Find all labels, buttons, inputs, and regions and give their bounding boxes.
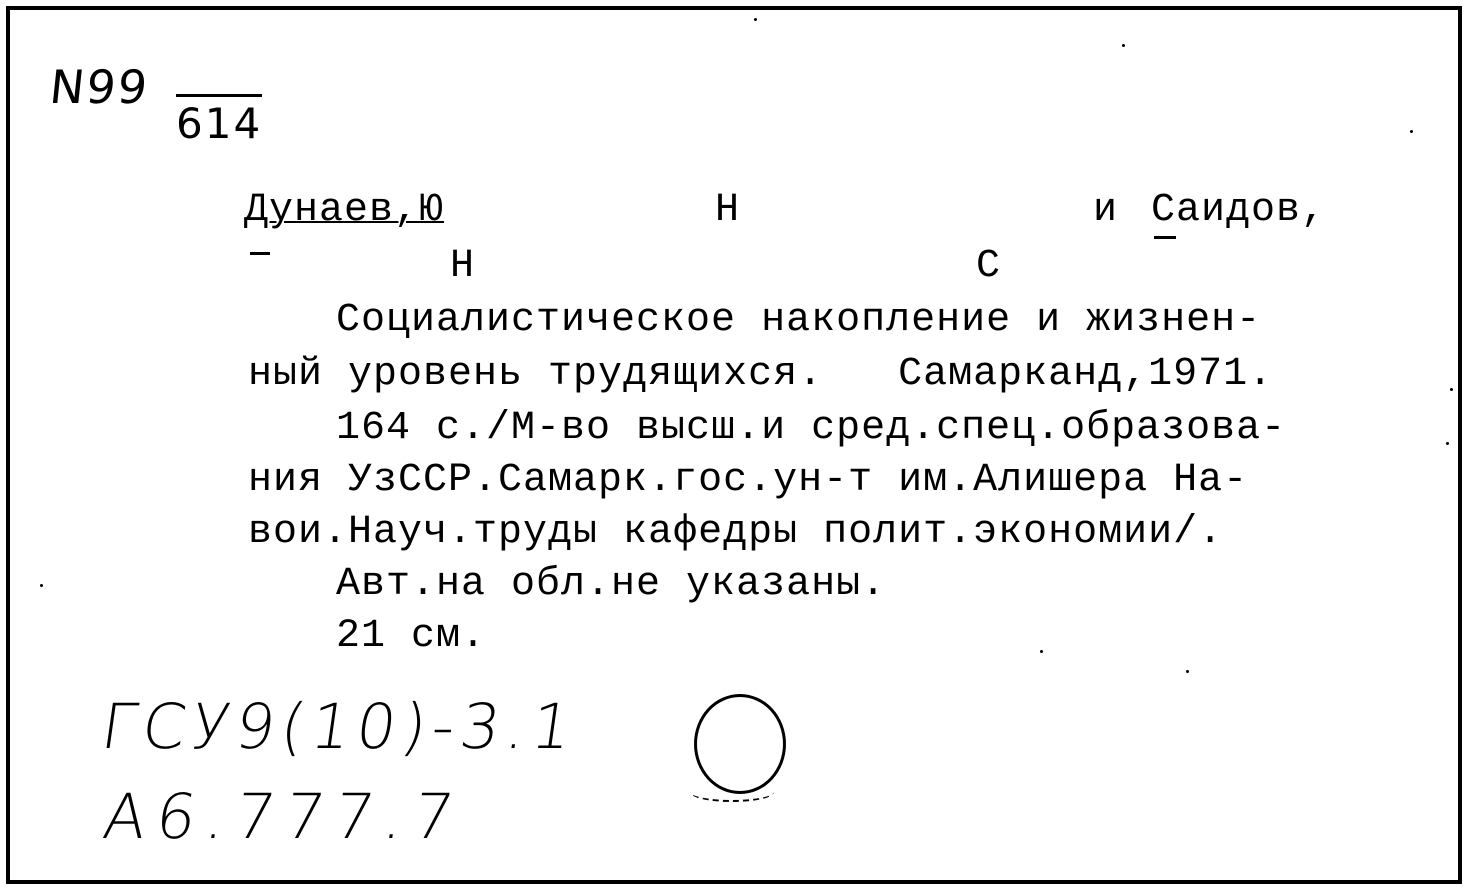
punch-hole-shadow — [690, 782, 774, 802]
author1-surname: Дунаев,Ю — [244, 188, 445, 233]
speck — [40, 584, 43, 587]
classification-code: ГСУ9(10)-3.1 — [96, 690, 583, 763]
author1-initial-under: Н — [450, 244, 476, 289]
call-number-prefix: N99 — [47, 60, 152, 114]
speck — [1446, 442, 1449, 445]
description-line: ния УзССР.Самарк.гос.ун-т им.Алишера На- — [248, 458, 1249, 503]
speck — [1040, 650, 1043, 653]
underline-mark — [1154, 236, 1176, 239]
author2-surname: Саидов, — [1151, 188, 1327, 233]
speck — [1186, 670, 1189, 673]
description-line: Авт.на обл.не указаны. — [336, 562, 887, 607]
description-line: 164 с./М-во высш.и сред.спец.образова- — [336, 406, 1287, 451]
speck — [1450, 388, 1453, 391]
call-number-fraction: 614 — [176, 94, 262, 148]
description-line: Социалистическое накопление и жизнен- — [336, 298, 1262, 343]
catalog-card — [6, 6, 1462, 884]
shelf-mark: А6.777.7 — [98, 780, 469, 853]
speck — [1122, 44, 1125, 47]
author2-initial-under: С — [976, 244, 1002, 289]
underline-mark — [250, 252, 270, 255]
author1-initial2: Н — [715, 188, 741, 233]
description-line: ный уровень трудящихся. Самарканд,1971. — [248, 352, 1274, 397]
description-line: вои.Науч.труды кафедры полит.экономии/. — [248, 510, 1224, 555]
speck — [754, 18, 757, 21]
description-line: 21 см. — [336, 614, 487, 659]
punch-hole — [694, 694, 786, 794]
speck — [1410, 130, 1413, 133]
author-conjunction: и — [1093, 188, 1119, 233]
